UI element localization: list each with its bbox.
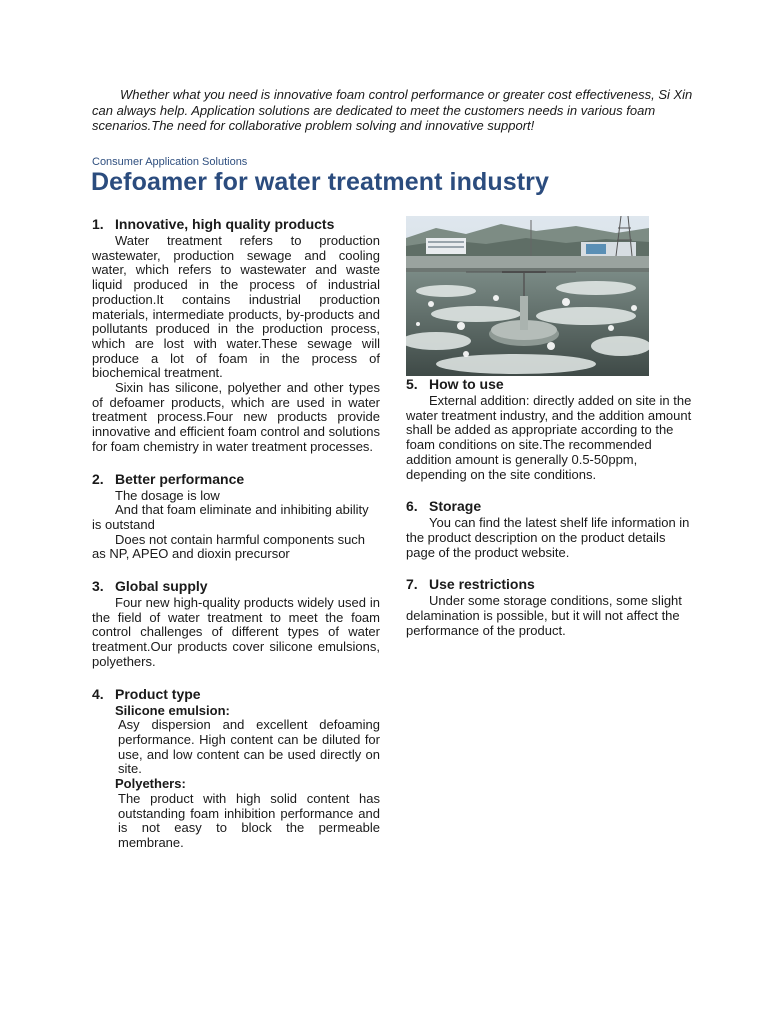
section-heading xyxy=(406,576,696,593)
product-subtype-name: Polyethers: xyxy=(115,776,186,792)
product-subtype-text: The product with high solid content has outstanding foam inhibition performance and is not easy to block the permeable membrane. xyxy=(118,790,380,850)
section-title: Better performance xyxy=(115,470,245,487)
section-number: 4. xyxy=(92,685,104,702)
section-title: Product type xyxy=(115,685,201,702)
section-paragraph: The dosage is low xyxy=(115,487,220,503)
section-number: 1. xyxy=(92,216,104,232)
section-title: Innovative, high quality products xyxy=(115,216,335,232)
section-heading xyxy=(92,216,380,233)
section-title: Global supply xyxy=(115,578,208,595)
section-paragraph: External addition: directly added on site in the water treatment industry, and the addition amount shall be added as appropriate according to the foam conditions on site.The recommended addition amount is generally 0.5-50ppm, depending on the site conditions. xyxy=(406,393,692,482)
section-paragraph: Does not contain harmful components such as NP, APEO and dioxin precursor xyxy=(92,531,366,562)
section-title: Use restrictions xyxy=(429,576,535,593)
section-number: 2. xyxy=(92,470,104,487)
section-product-type xyxy=(92,686,380,851)
section-paragraph: And that foam eliminate and inhibiting ability is outstand xyxy=(92,502,369,532)
section-paragraph: Under some storage conditions, some slight delamination is possible, but it will not affect the performance of the product. xyxy=(406,593,682,638)
intro-text: Whether what you need is innovative foam control performance or greater cost effectiveness, Si Xin can always help. Application solutions are dedicated to meet the customers needs in various foam scenarios.The need for collaborative problem solving and innovative support! xyxy=(92,87,693,133)
section-number: 3. xyxy=(92,578,104,595)
section-number: 6. xyxy=(406,498,418,515)
section-global-supply xyxy=(92,578,380,670)
section-title: Storage xyxy=(429,498,482,515)
section-storage xyxy=(406,498,696,560)
water-treatment-image xyxy=(406,216,649,376)
section-heading xyxy=(92,471,380,488)
section-innovative xyxy=(92,216,380,455)
section-paragraph: You can find the latest shelf life information in the product description on the product details page of the product website. xyxy=(406,515,690,560)
water-treatment-photo xyxy=(406,216,649,376)
product-subtype-name: Silicone emulsion: xyxy=(115,702,230,718)
section-heading xyxy=(406,498,696,515)
section-title: How to use xyxy=(429,376,504,392)
product-subtype-text: Asy dispersion and excellent defoaming performance. High content can be diluted for use, and low content can be used directly on site. xyxy=(118,717,380,777)
category-label: Consumer Application Solutions xyxy=(92,156,248,168)
right-column xyxy=(406,376,696,654)
left-column xyxy=(92,216,380,867)
section-heading xyxy=(92,686,380,703)
section-paragraph: Four new high-quality products widely used in the field of water treatment to meet the foam control challenges of different types of water treatment.Our products cover silicone emulsions, polyethers. xyxy=(92,595,380,669)
section-heading xyxy=(92,578,380,595)
section-number: 5. xyxy=(406,376,418,392)
section-use-restrictions xyxy=(406,576,696,638)
section-paragraph: Sixin has silicone, polyether and other types of defoamer products, which are used in water treatment process.Four new products provide innovative and efficient foam control and solutions for foam chemistry in water treatment processes. xyxy=(92,380,380,454)
page-title: Defoamer for water treatment industry xyxy=(91,168,549,196)
section-how-to-use xyxy=(406,376,696,482)
section-heading xyxy=(406,376,696,393)
section-paragraph: Water treatment refers to production wastewater, production sewage and cooling water, which refers to wastewater and waste liquid produced in the process of industrial production.It contains industrial production materials, intermediate products, by-products and pollutants produced in the production process, which are lost with water.These sewage will produce a lot of foam in the process of biochemical treatment. xyxy=(92,233,380,381)
section-number: 7. xyxy=(406,576,418,593)
section-performance xyxy=(92,471,380,563)
intro-block xyxy=(92,87,697,134)
